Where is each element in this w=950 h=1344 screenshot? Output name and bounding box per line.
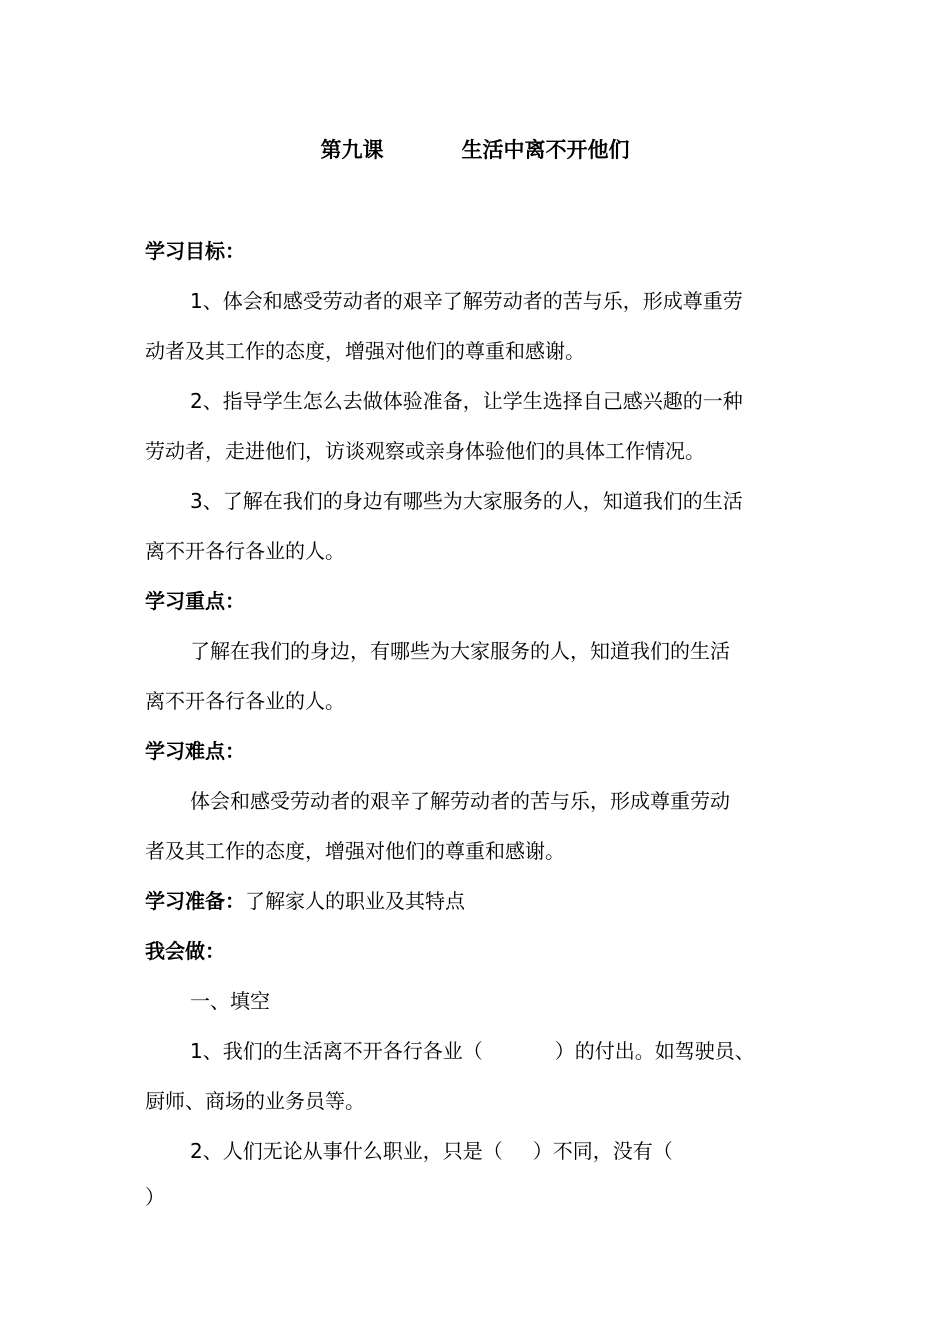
question-2-line-1 <box>190 1136 860 1166</box>
page-title <box>0 134 950 164</box>
question-1-line-1 <box>190 1036 860 1066</box>
question-1-text-a: 1、我们的生活离不开各行各业（ <box>190 1039 483 1063</box>
goals-heading: 学习目标： <box>145 239 245 263</box>
key-points-heading: 学习重点： <box>145 589 245 613</box>
goal-2-line-1: 2、指导学生怎么去做体验准备，让学生选择自己感兴趣的一种 <box>190 389 743 413</box>
exercises-heading: 我会做： <box>145 939 225 963</box>
lesson-topic: 生活中离不开他们 <box>461 138 630 162</box>
goal-3-line-2: 离不开各行各业的人。 <box>145 539 345 563</box>
goal-1-line-2: 动者及其工作的态度，增强对他们的尊重和感谢。 <box>145 339 585 363</box>
question-2-text-b: ）不同，没有（ <box>532 1139 673 1163</box>
preparation-text: 了解家人的职业及其特点 <box>245 889 465 913</box>
lesson-number: 第九课 <box>320 138 384 162</box>
exercise-section-title: 一、填空 <box>190 989 270 1013</box>
preparation-heading: 学习准备： <box>145 889 245 913</box>
goal-1-line-1: 1、体会和感受劳动者的艰辛了解劳动者的苦与乐，形成尊重劳 <box>190 289 743 313</box>
difficulties-line-2: 者及其工作的态度，增强对他们的尊重和感谢。 <box>145 839 565 863</box>
question-1-line-2: 厨师、商场的业务员等。 <box>145 1089 365 1113</box>
goal-2-line-2: 劳动者，走进他们，访谈观察或亲身体验他们的具体工作情况。 <box>145 439 705 463</box>
question-2-line-2: ） <box>145 1185 165 1209</box>
question-1-text-b: ）的付出。如驾驶员、 <box>554 1039 755 1063</box>
difficulties-line-1: 体会和感受劳动者的艰辛了解劳动者的苦与乐，形成尊重劳动 <box>190 789 730 813</box>
question-2-text-a: 2、人们无论从事什么职业，只是（ <box>190 1139 503 1163</box>
goal-3-line-1: 3、了解在我们的身边有哪些为大家服务的人，知道我们的生活 <box>190 489 743 513</box>
preparation-line <box>145 886 815 916</box>
key-points-line-1: 了解在我们的身边，有哪些为大家服务的人，知道我们的生活 <box>190 639 730 663</box>
difficulties-heading: 学习难点： <box>145 739 245 763</box>
key-points-line-2: 离不开各行各业的人。 <box>145 689 345 713</box>
